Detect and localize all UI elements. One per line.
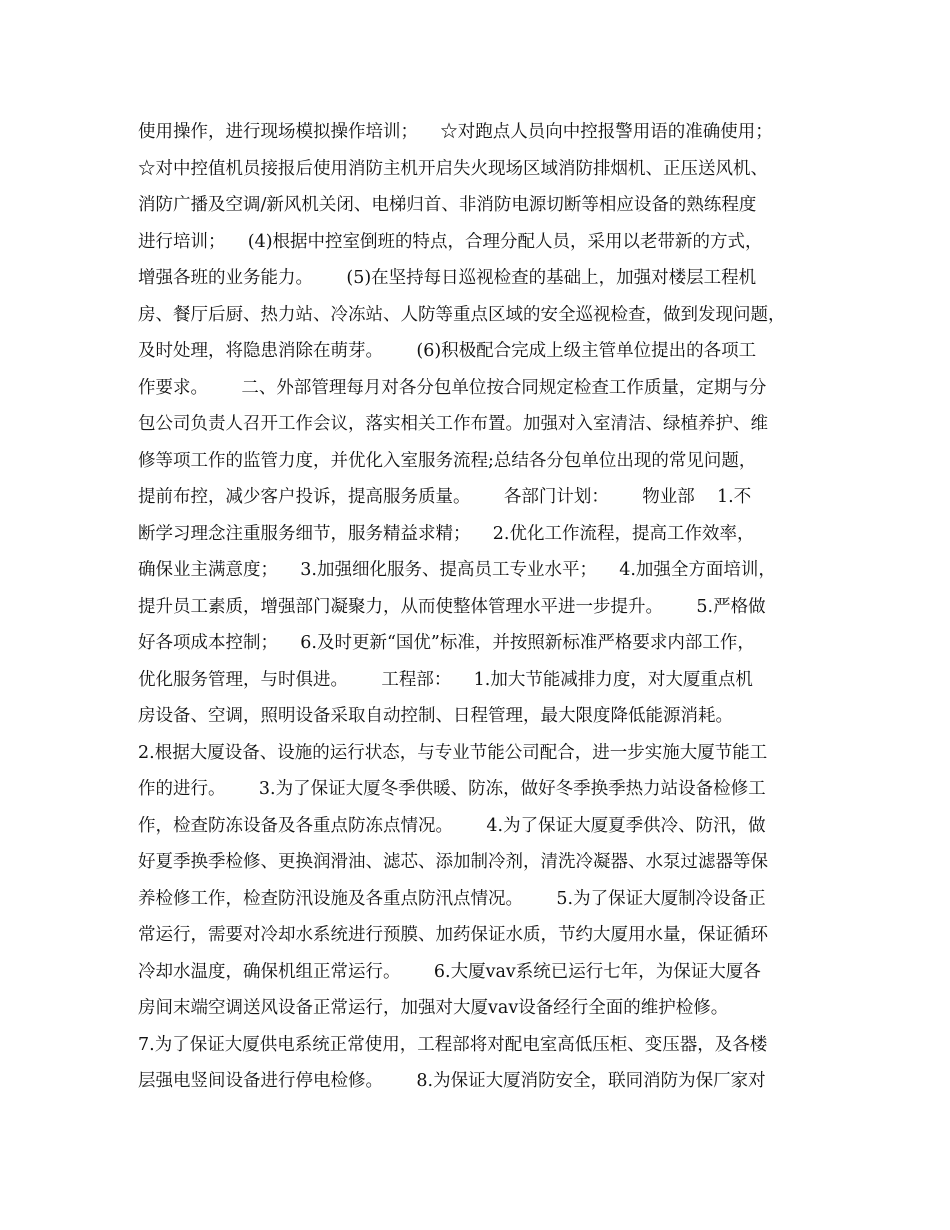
- text-line: 养检修工作，检查防汛设施及各重点防汛点情况。 5.为了保证大厦制冷设备正: [138, 888, 766, 909]
- text-line: 作的进行。 3.为了保证大厦冬季供暖、防冻，做好冬季换季热力站设备检修工: [138, 779, 766, 799]
- text-line: 增强各班的业务能力。 (5)在坚持每日巡视检查的基础上，加强对楼层工程机: [138, 268, 757, 288]
- text-line: 房间末端空调送风设备正常运行，加强对大厦vav设备经行全面的维护检修。: [138, 998, 729, 1018]
- text-line: 房设备、空调，照明设备采取自动控制、日程管理，最大限度降低能源消耗。: [138, 706, 733, 726]
- text-line: 好各项成本控制； 6.及时更新“国优”标准，并按照新标准严格要求内部工作，: [138, 633, 755, 653]
- text-line: 提前布控，减少客户投诉，提高服务质量。 各部门计划： 物业部 1.不: [138, 487, 752, 507]
- text-line: 优化服务管理，与时俱进。 工程部： 1.加大节能减排力度，对大厦重点机: [138, 669, 753, 690]
- text-line: 作，检查防冻设备及各重点防冻点情况。 4.为了保证大厦夏季供冷、防汛，做: [138, 815, 766, 836]
- text-line: 作要求。 二、外部管理每月对各分包单位按合同规定检查工作质量，定期与分: [138, 377, 767, 398]
- text-line: 房、餐厅后厨、热力站、冷冻站、人防等重点区域的安全巡视检查，做到发现问题，: [138, 304, 786, 325]
- text-line: 常运行，需要对冷却水系统进行预膜、加药保证水质，节约大厦用水量，保证循环: [138, 925, 768, 945]
- body-text: [138, 114, 828, 1100]
- text-line: 层强电竖间设备进行停电检修。 8.为保证大厦消防安全，联同消防为保厂家对: [138, 1071, 766, 1091]
- text-line: 7.为了保证大厦供电系统正常使用，工程部将对配电室高低压柜、变压器，及各楼: [138, 1034, 768, 1055]
- text-line: 好夏季换季检修、更换润滑油、滤芯、添加制冷剂，清洗冷凝器、水泵过滤器等保: [138, 852, 768, 872]
- text-line: 提升员工素质，增强部门凝聚力，从而使整体管理水平进一步提升。 5.严格做: [138, 596, 766, 617]
- text-line: ☆对中控值机员接报后使用消防主机开启失火现场区域消防排烟机、正压送风机、: [138, 158, 768, 179]
- text-line: 及时处理，将隐患消除在萌芽。 (6)积极配合完成上级主管单位提出的各项工: [138, 341, 757, 361]
- text-line: 2.根据大厦设备、设施的运行状态，与专业节能公司配合，进一步实施大厦节能工: [138, 742, 768, 763]
- text-line: 修等项工作的监管力度，并优化入室服务流程;总结各分包单位出现的常见问题，: [138, 450, 757, 471]
- text-line: 冷却水温度，确保机组正常运行。 6.大厦vav系统已运行七年，为保证大厦各: [138, 961, 761, 982]
- text-line: 进行培训； (4)根据中控室倒班的特点，合理分配人员，采用以老带新的方式，: [138, 231, 763, 252]
- text-line: 消防广播及空调/新风机关闭、电梯归首、非消防电源切断等相应设备的熟练程度: [138, 195, 757, 215]
- text-line: 确保业主满意度； 3.加强细化服务、提高员工专业水平； 4.加强全方面培训，: [138, 560, 776, 580]
- text-line: 使用操作，进行现场模拟操作培训； ☆对跑点人员向中控报警用语的准确使用；: [138, 122, 773, 142]
- text-line: 断学习理念注重服务细节，服务精益求精； 2.优化工作流程，提高工作效率，: [138, 523, 755, 544]
- text-line: 包公司负责人召开工作会议，落实相关工作布置。加强对入室清洁、绿植养护、维: [138, 414, 768, 434]
